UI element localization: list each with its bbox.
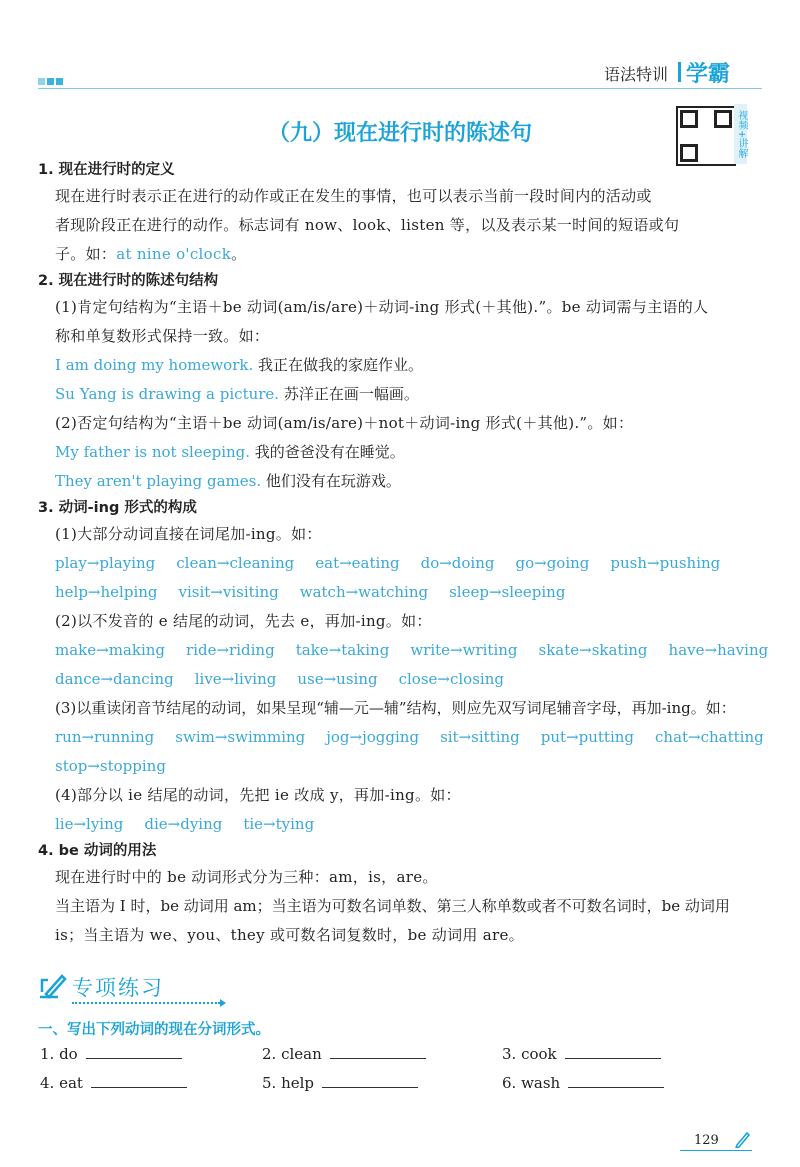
answer-blank[interactable] bbox=[565, 1044, 661, 1059]
word-list bbox=[38, 723, 762, 752]
verb-ing-pair: sit→sitting bbox=[440, 728, 520, 746]
rule-text: (1)大部分动词直接在词尾加-ing。如： bbox=[55, 525, 322, 543]
item-word: 6. wash bbox=[502, 1074, 561, 1092]
answer-blank[interactable] bbox=[91, 1073, 187, 1088]
exercise-item bbox=[502, 1044, 661, 1063]
section-heading: 4. be 动词的用法 bbox=[38, 843, 157, 859]
example-sentence bbox=[38, 380, 762, 409]
page-title: （九）现在进行时的陈述句 bbox=[267, 121, 532, 146]
header-title: 语法特训 bbox=[604, 65, 669, 84]
verb-ing-pair: write→writing bbox=[410, 641, 518, 659]
item-word: 5. help bbox=[262, 1074, 315, 1092]
verb-ing-pair: stop→stopping bbox=[55, 757, 166, 775]
answer-blank[interactable] bbox=[568, 1073, 664, 1088]
practice-title: 专项练习 bbox=[72, 976, 164, 1000]
text: 。 bbox=[231, 245, 247, 263]
verb-ing-pair: eat→eating bbox=[315, 554, 400, 572]
example-sentence bbox=[38, 438, 762, 467]
header-decoration bbox=[38, 70, 65, 89]
text: 子。如： bbox=[55, 245, 117, 263]
example-chinese: 苏洋正在画一幅画。 bbox=[279, 385, 419, 403]
example-english: They aren't playing games. bbox=[55, 472, 262, 490]
verb-ing-pair: dance→dancing bbox=[55, 670, 174, 688]
rule-text: (3)以重读闭音节结尾的动词，如果呈现“辅—元—辅”结构，则应先双写词尾辅音字母，再加-ing。如： bbox=[55, 699, 736, 717]
paragraph: 现在进行时中的 be 动词形式分为三种：am，is，are。 bbox=[55, 868, 438, 886]
verb-ing-pair: chat→chatting bbox=[655, 728, 764, 746]
verb-ing-pair: lie→lying bbox=[55, 815, 124, 833]
rule-text: (2)以不发音的 e 结尾的动词，先去 e，再加-ing。如： bbox=[55, 612, 432, 630]
verb-ing-pair: watch→watching bbox=[299, 583, 429, 601]
paragraph: (1)肯定句结构为“主语＋be 动词(am/is/are)＋动词-ing 形式(＋其他).”。be 动词需与主语的人 bbox=[55, 298, 709, 316]
section-heading: 1. 现在进行时的定义 bbox=[38, 162, 175, 178]
verb-ing-pair: sleep→sleeping bbox=[449, 583, 566, 601]
example-chinese: 我正在做我的家庭作业。 bbox=[253, 356, 424, 374]
verb-ing-pair: play→playing bbox=[55, 554, 156, 572]
verb-ing-pair: use→using bbox=[297, 670, 378, 688]
item-word: 4. eat bbox=[40, 1074, 83, 1092]
verb-ing-pair: close→closing bbox=[398, 670, 504, 688]
word-list bbox=[38, 549, 762, 578]
verb-ing-pair: run→running bbox=[55, 728, 155, 746]
verb-ing-pair: swim→swimming bbox=[175, 728, 306, 746]
grammar-content bbox=[38, 158, 769, 950]
verb-ing-pair: make→making bbox=[55, 641, 166, 659]
exercise-item bbox=[262, 1073, 418, 1092]
paragraph: is；当主语为 we、you、they 或可数名词复数时，be 动词用 are。 bbox=[55, 926, 524, 944]
example-english: I am doing my homework. bbox=[55, 356, 254, 374]
paragraph bbox=[38, 240, 762, 269]
paragraph: 者现阶段正在进行的动作。标志词有 now、look、listen 等，以及表示某一时间的短语或句 bbox=[55, 216, 680, 234]
verb-ing-pair: clean→cleaning bbox=[176, 554, 295, 572]
qr-code[interactable] bbox=[676, 106, 736, 166]
qr-corner bbox=[714, 110, 732, 128]
exercise-item bbox=[40, 1073, 187, 1092]
verb-ing-pair: skate→skating bbox=[538, 641, 648, 659]
verb-ing-pair: have→having bbox=[668, 641, 769, 659]
example-sentence bbox=[38, 467, 762, 496]
verb-ing-pair: push→pushing bbox=[610, 554, 721, 572]
pen-icon bbox=[38, 970, 68, 1000]
section-heading: 2. 现在进行时的陈述句结构 bbox=[38, 273, 219, 289]
brand-logo: 学霸 bbox=[686, 62, 731, 87]
header-rule bbox=[38, 88, 762, 89]
verb-ing-pair: tie→tying bbox=[243, 815, 315, 833]
verb-ing-pair: help→helping bbox=[55, 583, 158, 601]
paragraph: (2)否定句结构为“主语＋be 动词(am/is/are)＋not＋动词-ing 形式(＋其他).”。如： bbox=[55, 414, 634, 432]
paragraph: 现在进行时表示正在进行的动作或正在发生的事情，也可以表示当前一段时间内的活动或 bbox=[55, 187, 652, 205]
verb-ing-pair: die→dying bbox=[144, 815, 223, 833]
question-heading: 一、写出下列动词的现在分词形式。 bbox=[38, 1022, 270, 1038]
item-word: 2. clean bbox=[262, 1045, 322, 1063]
example-chinese: 我的爸爸没有在睡觉。 bbox=[250, 443, 405, 461]
page-number-rule bbox=[680, 1150, 752, 1151]
verb-ing-pair: live→living bbox=[194, 670, 277, 688]
example-text: at nine o'clock bbox=[116, 245, 232, 263]
word-list bbox=[38, 810, 762, 839]
example-english: Su Yang is drawing a picture. bbox=[55, 385, 280, 403]
answer-blank[interactable] bbox=[322, 1073, 418, 1088]
practice-underline bbox=[72, 1002, 220, 1004]
answer-blank[interactable] bbox=[330, 1044, 426, 1059]
verb-ing-pair: take→taking bbox=[295, 641, 390, 659]
exercise-item bbox=[502, 1073, 664, 1092]
word-list bbox=[38, 636, 769, 665]
verb-ing-pair: put→putting bbox=[540, 728, 635, 746]
item-word: 1. do bbox=[40, 1045, 78, 1063]
verb-ing-pair: jog→jogging bbox=[326, 728, 420, 746]
item-word: 3. cook bbox=[502, 1045, 557, 1063]
word-list bbox=[38, 752, 762, 781]
word-list bbox=[38, 665, 762, 694]
word-list bbox=[38, 578, 762, 607]
exercise-item bbox=[262, 1044, 426, 1063]
rule-text: (4)部分以 ie 结尾的动词，先把 ie 改成 y，再加-ing。如： bbox=[55, 786, 461, 804]
verb-ing-pair: go→going bbox=[515, 554, 590, 572]
verb-ing-pair: do→doing bbox=[420, 554, 495, 572]
section-heading: 3. 动词-ing 形式的构成 bbox=[38, 500, 197, 516]
paragraph: 当主语为 I 时，be 动词用 am；当主语为可数名词单数、第三人称单数或者不可数名词时，be 动词用 bbox=[55, 897, 730, 915]
verb-ing-pair: visit→visiting bbox=[178, 583, 279, 601]
page-number: 129 bbox=[694, 1133, 719, 1148]
exercise-item bbox=[40, 1044, 182, 1063]
example-chinese: 他们没有在玩游戏。 bbox=[261, 472, 401, 490]
pencil-icon bbox=[734, 1130, 750, 1148]
verb-ing-pair: ride→riding bbox=[186, 641, 275, 659]
example-sentence bbox=[38, 351, 762, 380]
qr-corner bbox=[680, 110, 698, 128]
qr-video-tag: 视频+讲解 bbox=[734, 104, 747, 164]
answer-blank[interactable] bbox=[86, 1044, 182, 1059]
example-english: My father is not sleeping. bbox=[55, 443, 251, 461]
header-divider bbox=[678, 62, 681, 82]
paragraph: 称和单复数形式保持一致。如： bbox=[55, 327, 270, 345]
